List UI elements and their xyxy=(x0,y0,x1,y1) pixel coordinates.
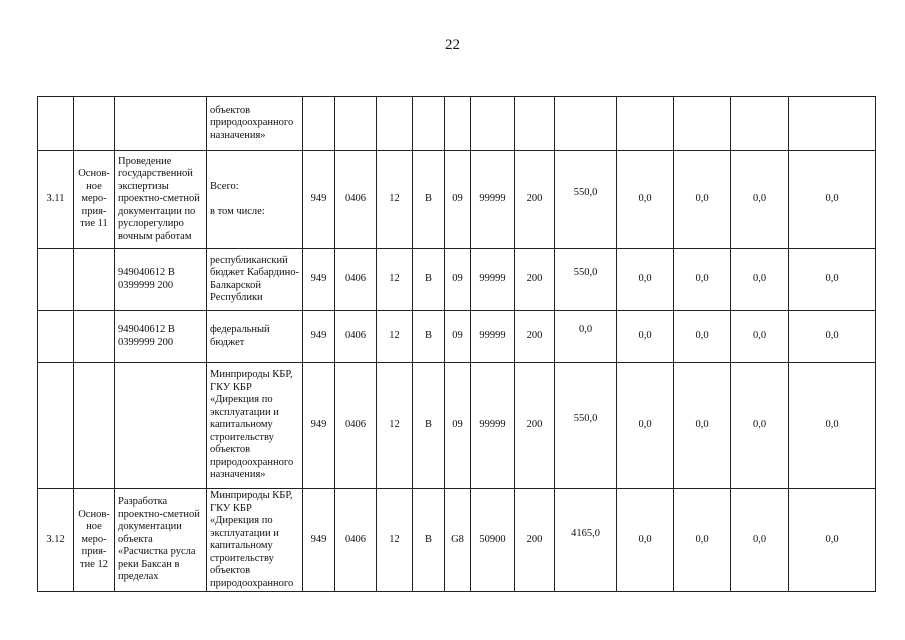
expense-type-cell xyxy=(515,311,555,363)
grbs-code-cell xyxy=(303,489,335,592)
program-code-cell xyxy=(377,97,413,151)
amount-year-5-cell xyxy=(789,249,876,311)
expense-type-cell xyxy=(515,363,555,489)
amount-year-4-cell xyxy=(731,97,789,151)
amount-year-3-cell xyxy=(674,489,731,592)
amount-total-cell xyxy=(555,363,617,489)
section-code-text: 0406 xyxy=(345,193,366,205)
amount-total-cell xyxy=(555,97,617,151)
measure-type-cell xyxy=(74,151,115,249)
section-code-text: 0406 xyxy=(345,330,366,342)
measure-type-cell xyxy=(74,489,115,592)
activity-code-cell xyxy=(445,249,471,311)
amount-total-cell xyxy=(555,249,617,311)
amount-year-4-text: 0,0 xyxy=(752,419,767,431)
subprogram-code-text: В xyxy=(424,330,432,342)
amount-total-text: 550,0 xyxy=(573,267,598,279)
activity-code-cell xyxy=(445,311,471,363)
program-code-text: 12 xyxy=(389,193,400,205)
subprogram-code-text: В xyxy=(424,273,432,285)
program-code-cell xyxy=(377,249,413,311)
amount-year-2-text: 0,0 xyxy=(638,273,652,285)
amount-year-5-cell xyxy=(789,311,876,363)
measure-type-text: Основ-ное меро-прия-тие 12 xyxy=(78,508,110,570)
executor-text: объектов природоохранного назначения» xyxy=(210,104,294,141)
row-number-cell xyxy=(38,249,74,311)
expense-type-cell xyxy=(515,249,555,311)
measure-name-cell xyxy=(115,489,207,592)
measure-name-text: Разработка проектно-сметной документации объекта «Расчистка русла реки Баксан в пределах xyxy=(118,496,200,583)
table-row xyxy=(38,363,876,489)
row-number-cell xyxy=(38,311,74,363)
section-code-text: 0406 xyxy=(345,419,366,431)
activity-code-text: 09 xyxy=(452,273,463,285)
amount-year-3-cell xyxy=(674,151,731,249)
row-number-text: 3.12 xyxy=(46,533,65,545)
direction-code-text: 99999 xyxy=(479,330,506,342)
amount-year-4-cell xyxy=(731,489,789,592)
executor-text: Всего: в том числе: xyxy=(210,180,265,217)
subprogram-code-cell xyxy=(413,311,445,363)
direction-code-text: 50900 xyxy=(479,533,506,545)
direction-code-text: 99999 xyxy=(479,273,506,285)
executor-text: Минприроды КБР, ГКУ КБР «Дирекция по эксплуатации и капитальному строительству объектов природоохранного назначения» xyxy=(210,369,294,481)
executor-text: Минприроды КБР, ГКУ КБР «Дирекция по эксплуатации и капитальному строительству объектов природоохранного xyxy=(210,490,294,589)
expense-type-text: 200 xyxy=(526,533,543,545)
measure-name-cell xyxy=(115,363,207,489)
amount-year-5-text: 0,0 xyxy=(825,273,839,285)
expense-type-cell xyxy=(515,489,555,592)
program-code-cell xyxy=(377,489,413,592)
measure-type-text: Основ-ное меро-прия-тие 11 xyxy=(78,168,110,230)
amount-year-3-cell xyxy=(674,97,731,151)
amount-year-3-cell xyxy=(674,363,731,489)
row-number-cell xyxy=(38,363,74,489)
amount-year-3-cell xyxy=(674,249,731,311)
activity-code-cell xyxy=(445,97,471,151)
executor-text: федеральный бюджет xyxy=(210,324,270,348)
activity-code-cell xyxy=(445,151,471,249)
amount-year-3-cell xyxy=(674,311,731,363)
measure-type-cell xyxy=(74,311,115,363)
direction-code-cell xyxy=(471,249,515,311)
program-code-cell xyxy=(377,151,413,249)
amount-total-text: 4165,0 xyxy=(571,527,600,539)
program-code-cell xyxy=(377,363,413,489)
direction-code-cell xyxy=(471,363,515,489)
direction-code-cell xyxy=(471,151,515,249)
direction-code-cell xyxy=(471,489,515,592)
expense-type-text: 200 xyxy=(526,273,543,285)
table-row xyxy=(38,249,876,311)
amount-total-cell xyxy=(555,151,617,249)
amount-year-5-cell xyxy=(789,489,876,592)
measure-name-text: 949040612 В 0399999 200 xyxy=(118,267,175,291)
amount-year-5-cell xyxy=(789,97,876,151)
measure-name-cell xyxy=(115,97,207,151)
amount-year-4-text: 0,0 xyxy=(752,273,767,285)
program-code-cell xyxy=(377,311,413,363)
budget-table xyxy=(37,96,876,592)
measure-name-text: Проведение государственной экспертизы проектно-сметной документации по руслорегулиро вочным работам xyxy=(118,155,200,242)
amount-year-3-text: 0,0 xyxy=(695,419,709,431)
amount-year-4-text: 0,0 xyxy=(752,533,767,545)
grbs-code-text: 949 xyxy=(310,419,327,431)
expense-type-cell xyxy=(515,97,555,151)
measure-name-cell xyxy=(115,311,207,363)
amount-year-2-cell xyxy=(617,97,674,151)
measure-name-cell xyxy=(115,151,207,249)
amount-year-3-text: 0,0 xyxy=(695,193,709,205)
amount-total-cell xyxy=(555,311,617,363)
amount-year-5-cell xyxy=(789,151,876,249)
amount-year-2-cell xyxy=(617,489,674,592)
amount-year-2-cell xyxy=(617,311,674,363)
table-row xyxy=(38,151,876,249)
amount-year-2-text: 0,0 xyxy=(638,193,652,205)
subprogram-code-cell xyxy=(413,363,445,489)
measure-type-cell xyxy=(74,97,115,151)
subprogram-code-text: В xyxy=(424,419,432,431)
grbs-code-cell xyxy=(303,311,335,363)
amount-total-text: 550,0 xyxy=(573,187,598,199)
expense-type-text: 200 xyxy=(526,419,543,431)
direction-code-cell xyxy=(471,311,515,363)
subprogram-code-text: В xyxy=(424,533,432,545)
activity-code-cell xyxy=(445,363,471,489)
expense-type-text: 200 xyxy=(526,330,543,342)
table-row xyxy=(38,311,876,363)
section-code-text: 0406 xyxy=(345,273,366,285)
direction-code-text: 99999 xyxy=(479,419,506,431)
row-number-cell xyxy=(38,489,74,592)
amount-year-3-text: 0,0 xyxy=(695,330,709,342)
executor-cell xyxy=(207,311,303,363)
section-code-cell xyxy=(335,311,377,363)
amount-total-text: 0,0 xyxy=(578,324,593,336)
expense-type-cell xyxy=(515,151,555,249)
program-code-text: 12 xyxy=(389,330,400,342)
amount-year-4-cell xyxy=(731,249,789,311)
page-number: 22 xyxy=(445,37,460,53)
subprogram-code-text: В xyxy=(424,193,432,205)
activity-code-text: 09 xyxy=(452,193,463,205)
row-number-cell xyxy=(38,151,74,249)
section-code-text: 0406 xyxy=(345,533,366,545)
executor-cell xyxy=(207,97,303,151)
amount-year-2-cell xyxy=(617,151,674,249)
row-number-text: 3.11 xyxy=(46,193,65,205)
measure-type-cell xyxy=(74,249,115,311)
amount-year-2-cell xyxy=(617,363,674,489)
activity-code-text: 09 xyxy=(452,330,463,342)
program-code-text: 12 xyxy=(389,533,400,545)
subprogram-code-cell xyxy=(413,151,445,249)
subprogram-code-cell xyxy=(413,489,445,592)
amount-year-2-cell xyxy=(617,249,674,311)
section-code-cell xyxy=(335,97,377,151)
amount-year-4-cell xyxy=(731,363,789,489)
direction-code-text: 99999 xyxy=(479,193,506,205)
amount-year-4-text: 0,0 xyxy=(752,330,767,342)
table-row xyxy=(38,97,876,151)
section-code-cell xyxy=(335,363,377,489)
grbs-code-cell xyxy=(303,363,335,489)
amount-year-5-text: 0,0 xyxy=(825,419,839,431)
subprogram-code-cell xyxy=(413,249,445,311)
amount-year-4-text: 0,0 xyxy=(752,193,767,205)
amount-year-4-cell xyxy=(731,311,789,363)
amount-year-5-text: 0,0 xyxy=(825,193,839,205)
grbs-code-cell xyxy=(303,151,335,249)
amount-year-2-text: 0,0 xyxy=(638,419,652,431)
grbs-code-text: 949 xyxy=(310,330,327,342)
executor-text: республиканский бюджет Кабардино-Балкарской Республики xyxy=(210,254,299,303)
measure-name-cell xyxy=(115,249,207,311)
measure-type-cell xyxy=(74,363,115,489)
amount-year-3-text: 0,0 xyxy=(695,533,709,545)
amount-year-2-text: 0,0 xyxy=(638,533,652,545)
row-number-cell xyxy=(38,97,74,151)
amount-year-5-text: 0,0 xyxy=(825,330,839,342)
amount-year-3-text: 0,0 xyxy=(695,273,709,285)
executor-cell xyxy=(207,489,303,592)
direction-code-cell xyxy=(471,97,515,151)
amount-year-4-cell xyxy=(731,151,789,249)
amount-year-5-text: 0,0 xyxy=(825,533,839,545)
subprogram-code-cell xyxy=(413,97,445,151)
measure-name-text: 949040612 В 0399999 200 xyxy=(118,324,175,348)
grbs-code-cell xyxy=(303,97,335,151)
executor-cell xyxy=(207,249,303,311)
section-code-cell xyxy=(335,489,377,592)
expense-type-text: 200 xyxy=(526,193,543,205)
activity-code-cell xyxy=(445,489,471,592)
program-code-text: 12 xyxy=(389,419,400,431)
grbs-code-text: 949 xyxy=(310,273,327,285)
table-row xyxy=(38,489,876,592)
executor-cell xyxy=(207,363,303,489)
program-code-text: 12 xyxy=(389,273,400,285)
grbs-code-cell xyxy=(303,249,335,311)
activity-code-text: G8 xyxy=(451,533,464,545)
executor-cell xyxy=(207,151,303,249)
grbs-code-text: 949 xyxy=(310,533,327,545)
grbs-code-text: 949 xyxy=(310,193,327,205)
activity-code-text: 09 xyxy=(452,419,463,431)
section-code-cell xyxy=(335,151,377,249)
amount-year-2-text: 0,0 xyxy=(638,330,652,342)
amount-year-5-cell xyxy=(789,363,876,489)
amount-total-cell xyxy=(555,489,617,592)
section-code-cell xyxy=(335,249,377,311)
amount-total-text: 550,0 xyxy=(573,413,598,425)
